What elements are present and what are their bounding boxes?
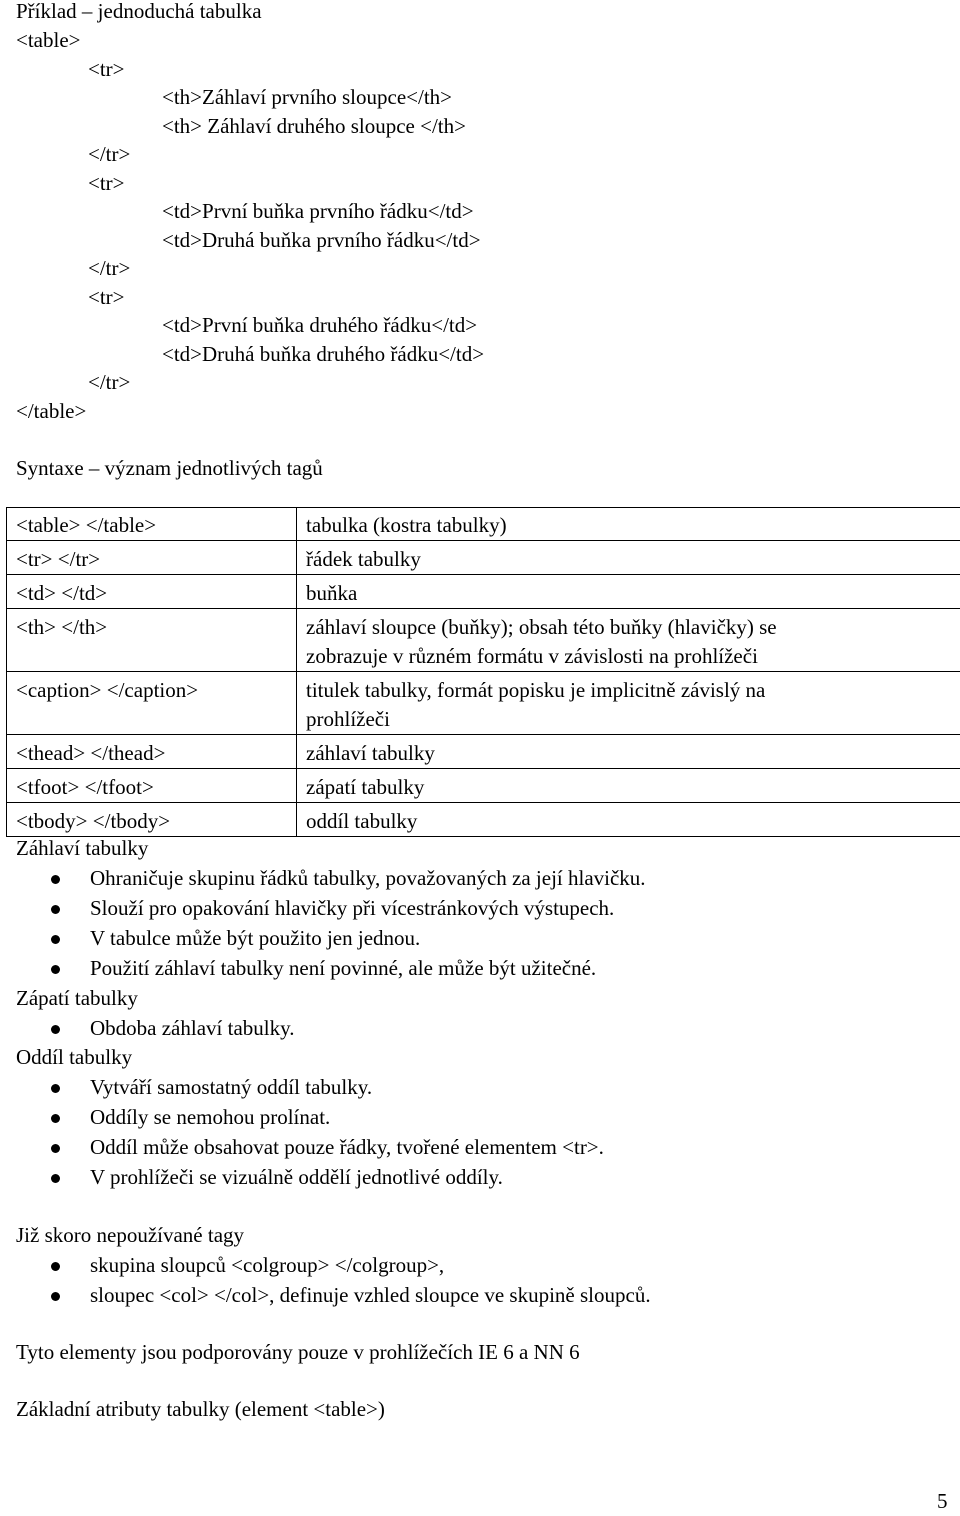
syntax-heading: Syntaxe – význam jednotlivých tagů: [16, 454, 323, 483]
page-number: 5: [937, 1487, 948, 1516]
tfoot-heading: Zápatí tabulky: [16, 984, 138, 1013]
syntax-meaning-cell: buňka: [297, 575, 960, 609]
syntax-row: [7, 609, 960, 672]
syntax-row: [7, 508, 960, 541]
syntax-tag-cell: <table> </table>: [7, 508, 297, 541]
bullet-icon: [51, 905, 60, 914]
code-line: <tr>: [88, 283, 125, 312]
bullet-icon: [51, 1025, 60, 1034]
code-line: <table>: [16, 26, 81, 55]
bullet-icon: [51, 1144, 60, 1153]
syntax-meaning-cell: záhlaví tabulky: [297, 735, 960, 769]
tbody-heading: Oddíl tabulky: [16, 1043, 132, 1072]
bullet-icon: [51, 1084, 60, 1093]
syntax-meaning-cell: titulek tabulky, formát popisku je implicitně závislý na prohlížeči: [297, 672, 960, 735]
code-line: </tr>: [88, 254, 130, 283]
syntax-row: [7, 769, 960, 803]
code-line: <tr>: [88, 55, 125, 84]
syntax-meaning-cell: zápatí tabulky: [297, 769, 960, 803]
syntax-tag-cell: <thead> </thead>: [7, 735, 297, 769]
list-item-text: Použití záhlaví tabulky není povinné, ale může být užitečné.: [90, 954, 596, 983]
code-line: <td>Druhá buňka prvního řádku</td>: [162, 226, 481, 255]
syntax-tag-cell: <th> </th>: [7, 609, 297, 672]
code-line: <th> Záhlaví druhého sloupce </th>: [162, 112, 466, 141]
syntax-row: [7, 672, 960, 735]
list-item-text: Slouží pro opakování hlavičky při vícestránkových výstupech.: [90, 894, 614, 923]
list-item-text: skupina sloupců <colgroup> </colgroup>,: [90, 1251, 444, 1280]
code-line: </tr>: [88, 140, 130, 169]
syntax-tag-cell: <tr> </tr>: [7, 541, 297, 575]
code-line: <td>První buňka prvního řádku</td>: [162, 197, 474, 226]
support-note: Tyto elementy jsou podporovány pouze v prohlížečích IE 6 a NN 6: [16, 1338, 580, 1367]
syntax-row: [7, 803, 960, 837]
syntax-meaning-cell: tabulka (kostra tabulky): [297, 508, 960, 541]
list-item-text: V prohlížeči se vizuálně oddělí jednotlivé oddíly.: [90, 1163, 503, 1192]
list-item-text: Obdoba záhlaví tabulky.: [90, 1014, 295, 1043]
syntax-row: [7, 541, 960, 575]
bullet-icon: [51, 1114, 60, 1123]
deprecated-heading: Již skoro nepoužívané tagy: [16, 1221, 244, 1250]
list-item-text: Oddíly se nemohou prolínat.: [90, 1103, 330, 1132]
syntax-tag-cell: <tbody> </tbody>: [7, 803, 297, 837]
bullet-icon: [51, 1292, 60, 1301]
syntax-tag-cell: <tfoot> </tfoot>: [7, 769, 297, 803]
code-line: <td>Druhá buňka druhého řádku</td>: [162, 340, 484, 369]
list-item-text: Oddíl může obsahovat pouze řádky, tvořené elementem <tr>.: [90, 1133, 604, 1162]
bullet-icon: [51, 1262, 60, 1271]
syntax-row: [7, 575, 960, 609]
syntax-tag-cell: <caption> </caption>: [7, 672, 297, 735]
list-item-text: Ohraničuje skupinu řádků tabulky, považovaných za její hlavičku.: [90, 864, 646, 893]
syntax-meaning-cell: řádek tabulky: [297, 541, 960, 575]
thead-heading: Záhlaví tabulky: [16, 834, 148, 863]
bullet-icon: [51, 1174, 60, 1183]
code-line: <td>První buňka druhého řádku</td>: [162, 311, 477, 340]
code-line: <tr>: [88, 169, 125, 198]
bullet-icon: [51, 875, 60, 884]
list-item-text: V tabulce může být použito jen jednou.: [90, 924, 420, 953]
list-item-text: Vytváří samostatný oddíl tabulky.: [90, 1073, 372, 1102]
syntax-meaning-cell: oddíl tabulky: [297, 803, 960, 837]
syntax-row: [7, 735, 960, 769]
syntax-tag-cell: <td> </td>: [7, 575, 297, 609]
code-line: </tr>: [88, 368, 130, 397]
bullet-icon: [51, 935, 60, 944]
list-item-text: sloupec <col> </col>, definuje vzhled sloupce ve skupině sloupců.: [90, 1281, 651, 1310]
syntax-table: [6, 507, 960, 837]
attributes-heading: Základní atributy tabulky (element <table>): [16, 1395, 385, 1424]
syntax-meaning-cell: záhlaví sloupce (buňky); obsah této buňky (hlavičky) se zobrazuje v různém formátu v závislosti na prohlížeči: [297, 609, 960, 672]
example-title: Příklad – jednoduchá tabulka: [16, 0, 262, 26]
bullet-icon: [51, 965, 60, 974]
code-line: </table>: [16, 397, 86, 426]
code-line: <th>Záhlaví prvního sloupce</th>: [162, 83, 452, 112]
